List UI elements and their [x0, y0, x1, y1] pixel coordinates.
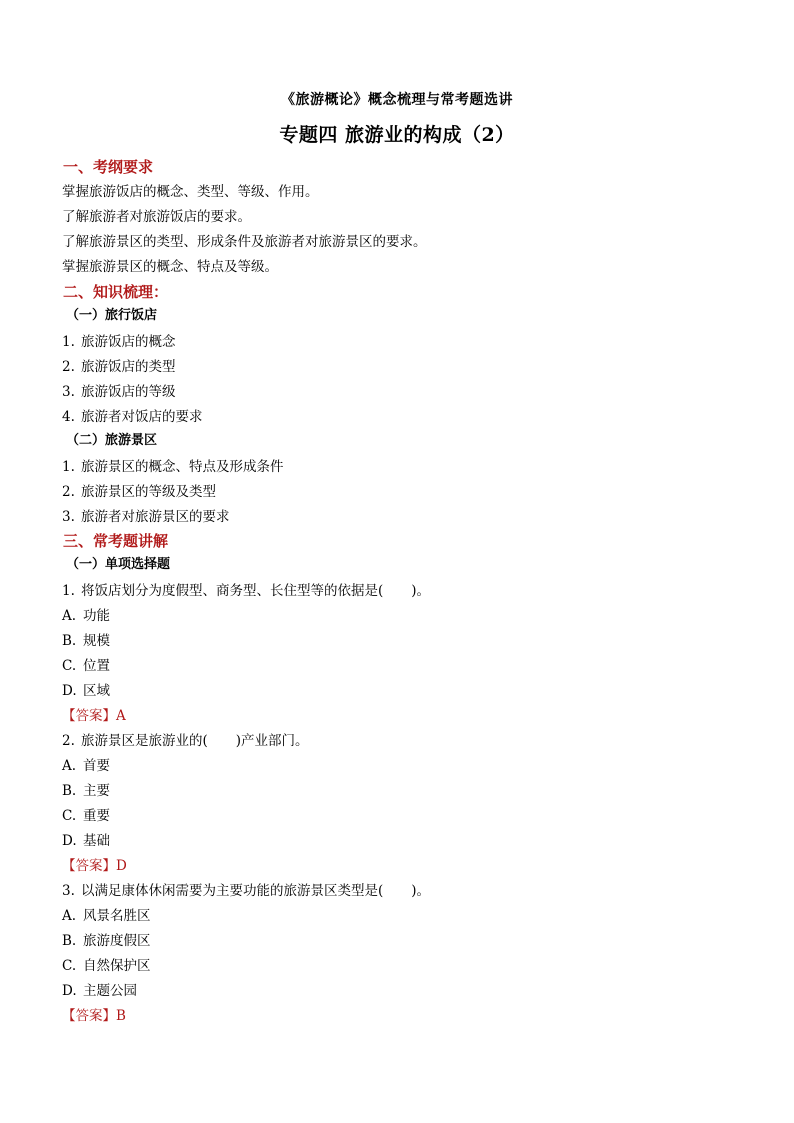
option-item [62, 656, 110, 676]
option-item [62, 631, 110, 651]
item-text: 旅游景区的概念、特点及形成条件 [81, 459, 284, 475]
option-text: 区域 [83, 683, 110, 699]
item-number: 4. [62, 409, 75, 425]
option-text: 重要 [83, 808, 110, 824]
option-text: 规模 [83, 633, 110, 649]
question-text-after: )。 [411, 883, 431, 899]
option-item [62, 606, 110, 626]
question-number: 3. [62, 883, 75, 899]
option-letter: A. [62, 908, 77, 924]
knowledge-item [62, 382, 176, 402]
question-text-before: 以满足康体休闲需要为主要功能的旅游景区类型是( [81, 883, 384, 899]
option-item [62, 831, 110, 851]
option-letter: C. [62, 658, 77, 674]
answer-label: 【答案】 [62, 708, 116, 724]
option-letter: D. [62, 833, 77, 849]
group-title-scenic: （二）旅游景区 [66, 433, 158, 448]
item-number: 1. [62, 459, 75, 475]
question-number: 2. [62, 733, 75, 749]
option-item [62, 981, 137, 1001]
option-item [62, 806, 110, 826]
question-number: 1. [62, 583, 75, 599]
option-item [62, 931, 151, 951]
item-text: 旅游饭店的等级 [81, 384, 176, 400]
syllabus-item: 了解旅游景区的类型、形成条件及旅游者对旅游景区的要求。 [62, 234, 427, 250]
item-text: 旅游饭店的类型 [81, 359, 176, 375]
item-text: 旅游景区的等级及类型 [81, 484, 216, 500]
option-item [62, 681, 110, 701]
answer-label: 【答案】 [62, 1008, 116, 1024]
item-number: 2. [62, 359, 75, 375]
question-text-after: )产业部门。 [235, 733, 309, 749]
section-heading-syllabus: 一、考纲要求 [63, 158, 154, 176]
topic-title: 专题四 旅游业的构成（2） [279, 124, 515, 146]
section-heading-questions: 三、常考题讲解 [63, 532, 169, 550]
option-letter: B. [62, 783, 77, 799]
option-text: 位置 [83, 658, 110, 674]
option-letter: C. [62, 958, 77, 974]
option-text: 首要 [83, 758, 110, 774]
answer-value: A [116, 708, 126, 724]
option-letter: A. [62, 608, 77, 624]
section-heading-knowledge: 二、知识梳理： [63, 283, 169, 301]
knowledge-item [62, 407, 203, 427]
syllabus-item: 掌握旅游景区的概念、特点及等级。 [62, 259, 278, 275]
option-text: 主题公园 [83, 983, 137, 999]
item-number: 2. [62, 484, 75, 500]
knowledge-item [62, 457, 284, 477]
question-text-before: 旅游景区是旅游业的( [81, 733, 208, 749]
item-number: 3. [62, 384, 75, 400]
option-letter: A. [62, 758, 77, 774]
option-item [62, 956, 151, 976]
answer-value: D [116, 858, 127, 874]
option-text: 主要 [83, 783, 110, 799]
answer-value: B [116, 1008, 126, 1024]
knowledge-item [62, 482, 216, 502]
option-letter: B. [62, 933, 77, 949]
item-number: 1. [62, 334, 75, 350]
knowledge-item [62, 507, 230, 527]
question-stem [62, 881, 430, 901]
item-number: 3. [62, 509, 75, 525]
option-text: 功能 [83, 608, 110, 624]
option-text: 基础 [83, 833, 110, 849]
option-letter: D. [62, 983, 77, 999]
question-stem [62, 731, 309, 751]
syllabus-item: 了解旅游者对旅游饭店的要求。 [62, 209, 251, 225]
question-stem [62, 581, 430, 601]
knowledge-item [62, 357, 176, 377]
option-text: 旅游度假区 [83, 933, 151, 949]
document-title: 《旅游概论》概念梳理与常考题选讲 [281, 92, 513, 108]
answer-line [62, 706, 126, 726]
option-letter: B. [62, 633, 77, 649]
option-item [62, 756, 110, 776]
question-text-before: 将饭店划分为度假型、商务型、长住型等的依据是( [81, 583, 384, 599]
item-text: 旅游者对饭店的要求 [81, 409, 203, 425]
answer-line [62, 856, 127, 876]
answer-label: 【答案】 [62, 858, 116, 874]
item-text: 旅游饭店的概念 [81, 334, 176, 350]
item-text: 旅游者对旅游景区的要求 [81, 509, 230, 525]
group-title-hotel: （一）旅行饭店 [66, 308, 158, 323]
question-text-after: )。 [411, 583, 431, 599]
option-letter: C. [62, 808, 77, 824]
option-letter: D. [62, 683, 77, 699]
syllabus-item: 掌握旅游饭店的概念、类型、等级、作用。 [62, 184, 319, 200]
option-text: 风景名胜区 [83, 908, 151, 924]
option-text: 自然保护区 [83, 958, 151, 974]
knowledge-item [62, 332, 176, 352]
subheading-single-choice: （一）单项选择题 [66, 557, 171, 572]
answer-line [62, 1006, 126, 1026]
option-item [62, 781, 110, 801]
option-item [62, 906, 151, 926]
